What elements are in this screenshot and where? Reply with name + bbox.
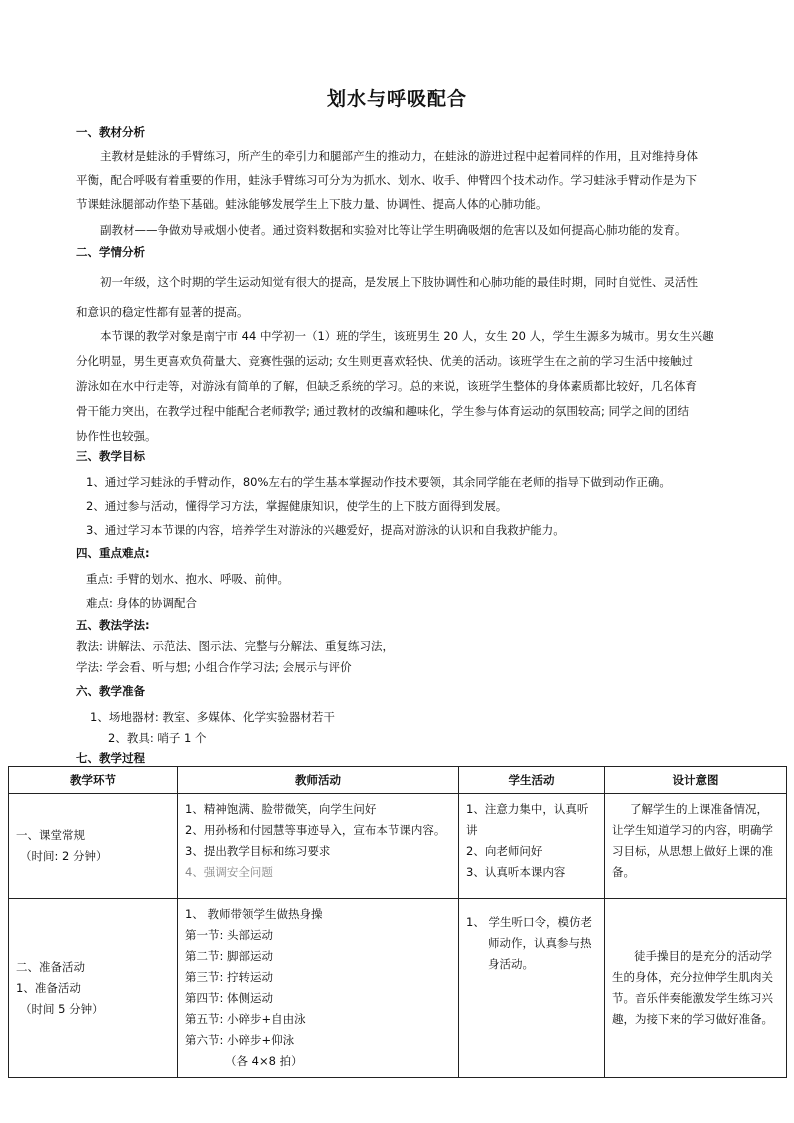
section-2-heading: 二、学情分析 bbox=[76, 245, 145, 259]
goal-item-2: 2、通过参与活动，懂得学习方法，掌握健康知识，使学生的上下肢方面得到发展。 bbox=[86, 499, 508, 513]
stage-line: 二、准备活动 bbox=[16, 959, 85, 974]
teacher-line: 1、 教师带领学生做热身操 bbox=[185, 907, 323, 921]
teacher-line: 第三节: 拧转运动 bbox=[185, 970, 274, 984]
teacher-line: 第二节: 脚部运动 bbox=[185, 949, 274, 963]
teacher-cell bbox=[178, 899, 459, 1078]
stage-cell bbox=[9, 794, 178, 899]
teacher-line: （各 4×8 拍） bbox=[225, 1054, 303, 1068]
s2-p2-line-2: 分化明显，男生更喜欢负荷量大、竞赛性强的运动; 女生则更喜欢轻快、优美的活动。该班学生在之前的学习生活中接触过 bbox=[76, 354, 694, 368]
teacher-cell bbox=[178, 794, 459, 899]
student-line: 1、注意力集中，认真听 bbox=[466, 802, 589, 816]
intent-line: 备。 bbox=[612, 865, 635, 879]
section-4-heading: 四、重点难点: bbox=[76, 546, 150, 560]
teacher-line: 第一节: 头部运动 bbox=[185, 928, 274, 942]
teacher-line: 1、精神饱满、脸带微笑，向学生问好 bbox=[185, 802, 377, 816]
table-header-row bbox=[9, 767, 787, 794]
stage-cell bbox=[9, 899, 178, 1078]
table-row bbox=[9, 794, 787, 899]
stage-line: （时间 5 分钟） bbox=[20, 1001, 104, 1016]
s2-p2-line-1: 本节课的教学对象是南宁市 44 中学初一（1）班的学生，该班男生 20 人，女生 20 人，学生生源多为城市。男女生兴趣 bbox=[100, 329, 714, 343]
student-line: 3、认真听本课内容 bbox=[466, 865, 566, 879]
s1-p1-line-2: 平衡，配合呼吸有着重要的作用，蛙泳手臂练习可分为为抓水、划水、收手、伸臂四个技术动作。学习蛙泳手臂动作是为下 bbox=[76, 173, 697, 187]
intent-line: 习目标，从思想上做好上课的准 bbox=[612, 844, 773, 858]
student-line: 讲 bbox=[466, 823, 478, 837]
teacher-line: 4、强调安全问题 bbox=[185, 865, 273, 879]
intent-line: 生的身体，充分拉伸学生肌肉关 bbox=[612, 970, 773, 984]
stage-line: 一、课堂常规 bbox=[16, 828, 85, 842]
document-title: 划水与呼吸配合 bbox=[326, 88, 467, 110]
section-1-heading: 一、教材分析 bbox=[76, 125, 145, 139]
s2-p2-line-4: 骨干能力突出，在教学过程中能配合老师教学; 通过教材的改编和趣味化，学生参与体育运动的氛围较高; 同学之间的团结 bbox=[76, 404, 690, 418]
col-header-teacher: 教师活动 bbox=[178, 767, 459, 794]
s1-p1-line-1: 主教材是蛙泳的手臂练习，所产生的牵引力和腿部产生的推动力，在蛙泳的游进过程中起着同样的作用，且对维持身体 bbox=[100, 149, 698, 163]
goal-item-3: 3、通过学习本节课的内容，培养学生对游泳的兴趣爱好，提高对游泳的认识和自我救护能力。 bbox=[86, 523, 565, 537]
student-line: 师动作，认真参与热 bbox=[488, 936, 592, 950]
s2-p1-line-2: 和意识的稳定性都有显著的提高。 bbox=[76, 305, 249, 319]
teacher-line: 第六节: 小碎步+仰泳 bbox=[185, 1033, 295, 1047]
student-cell bbox=[459, 794, 605, 899]
prep-item-2: 2、教具: 哨子 1 个 bbox=[108, 731, 207, 745]
teacher-line: 第四节: 体侧运动 bbox=[185, 991, 274, 1005]
col-header-intent: 设计意图 bbox=[605, 767, 787, 794]
intent-line: 趣，为接下来的学习做好准备。 bbox=[612, 1012, 773, 1026]
intent-line: 让学生知道学习的内容，明确学 bbox=[612, 823, 773, 837]
s2-p1-line-1: 初一年级，这个时期的学生运动知觉有很大的提高，是发展上下肢协调性和心肺功能的最佳时期，同时自觉性、灵活性 bbox=[100, 275, 698, 289]
col-header-student: 学生活动 bbox=[459, 767, 605, 794]
key-point: 重点: 手臂的划水、抱水、呼吸、前伸。 bbox=[86, 572, 290, 586]
student-cell bbox=[459, 899, 605, 1078]
s2-p2-line-3: 游泳如在水中行走等，对游泳有简单的了解，但缺乏系统的学习。总的来说，该班学生整体的身体素质都比较好，几名体育 bbox=[76, 379, 697, 393]
intent-line: 徒手操目的是充分的活动学 bbox=[634, 949, 772, 963]
teaching-methods: 教法: 讲解法、示范法、图示法、完整与分解法、重复练习法， bbox=[76, 639, 395, 653]
learning-methods: 学法: 学会看、听与想; 小组合作学习法; 会展示与评价 bbox=[76, 660, 352, 674]
col-header-stage: 教学环节 bbox=[9, 767, 178, 794]
difficult-point: 难点: 身体的协调配合 bbox=[86, 596, 198, 610]
intent-line: 了解学生的上课准备情况， bbox=[630, 802, 768, 816]
student-line: 身活动。 bbox=[488, 957, 534, 971]
teacher-line: 3、提出教学目标和练习要求 bbox=[185, 844, 331, 858]
stage-line: 1、准备活动 bbox=[16, 980, 81, 995]
prep-item-1: 1、场地器材: 教室、多媒体、化学实验器材若干 bbox=[90, 710, 335, 724]
teaching-process-table bbox=[8, 766, 787, 1078]
student-line: 2、向老师问好 bbox=[466, 844, 543, 858]
goal-item-1: 1、通过学习蛙泳的手臂动作，80%左右的学生基本掌握动作技术要领，其余同学能在老师的指导下做到动作正确。 bbox=[86, 475, 671, 489]
teacher-line: 2、用孙杨和付园慧等事迹导入，宣布本节课内容。 bbox=[185, 823, 446, 837]
intent-cell bbox=[605, 899, 787, 1078]
student-line: 1、 学生听口令，模仿老 bbox=[466, 915, 592, 929]
teacher-line: 第五节: 小碎步+自由泳 bbox=[185, 1012, 306, 1026]
table-row bbox=[9, 899, 787, 1078]
section-5-heading: 五、教法学法: bbox=[76, 618, 150, 632]
section-3-heading: 三、教学目标 bbox=[76, 449, 145, 463]
s2-p2-line-5: 协作性也较强。 bbox=[76, 429, 157, 443]
intent-line: 节。音乐伴奏能激发学生练习兴 bbox=[612, 991, 773, 1005]
section-6-heading: 六、教学准备 bbox=[76, 684, 145, 698]
s1-p2: 副教材——争做劝导戒烟小使者。通过资料数据和实验对比等让学生明确吸烟的危害以及如何提高心肺功能的发育。 bbox=[100, 223, 687, 237]
section-7-heading: 七、教学过程 bbox=[76, 751, 145, 765]
s1-p1-line-3: 节课蛙泳腿部动作垫下基础。蛙泳能够发展学生上下肢力量、协调性、提高人体的心肺功能。 bbox=[76, 197, 548, 211]
stage-line: （时间: 2 分钟） bbox=[20, 849, 108, 863]
intent-cell bbox=[605, 794, 787, 899]
